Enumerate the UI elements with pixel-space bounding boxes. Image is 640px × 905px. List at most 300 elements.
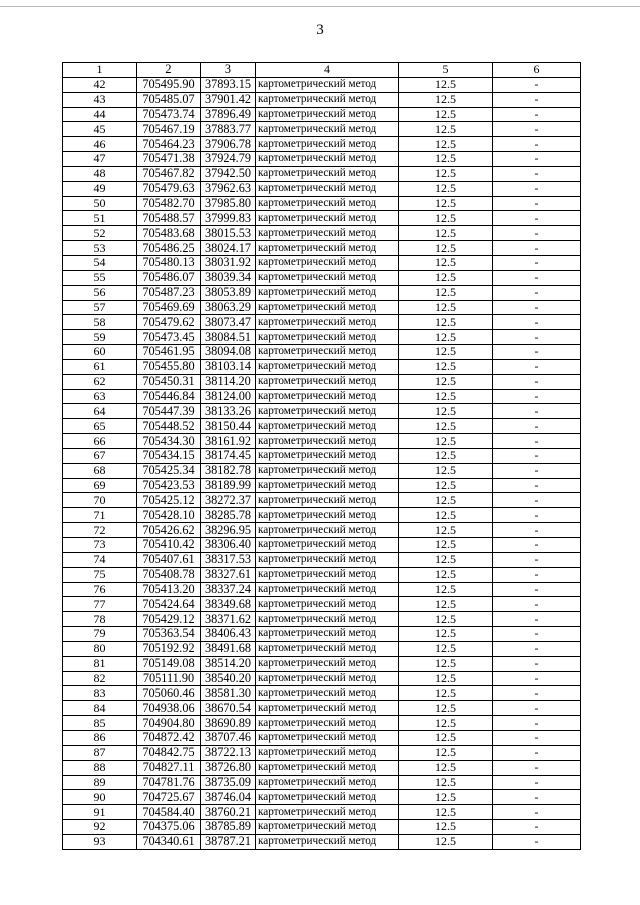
- x-coordinate-cell: 705426.62: [137, 523, 201, 538]
- point-number-cell: 57: [63, 300, 137, 315]
- y-coordinate-cell: 38024.17: [201, 241, 256, 256]
- x-coordinate-cell: 704938.06: [137, 701, 201, 716]
- method-cell: картометрический метод: [256, 508, 399, 523]
- method-cell: картометрический метод: [256, 493, 399, 508]
- x-coordinate-cell: 705483.68: [137, 226, 201, 241]
- x-coordinate-cell: 704781.76: [137, 775, 201, 790]
- table-row: [63, 597, 581, 612]
- accuracy-cell: 12.5: [399, 552, 493, 567]
- table-row: [63, 730, 581, 745]
- x-coordinate-cell: 705425.34: [137, 463, 201, 478]
- method-cell: картометрический метод: [256, 745, 399, 760]
- point-number-cell: 67: [63, 448, 137, 463]
- point-number-cell: 70: [63, 493, 137, 508]
- point-number-cell: 77: [63, 597, 137, 612]
- point-number-cell: 74: [63, 552, 137, 567]
- method-cell: картометрический метод: [256, 434, 399, 449]
- note-cell: -: [493, 285, 581, 300]
- accuracy-cell: 12.5: [399, 790, 493, 805]
- method-cell: картометрический метод: [256, 552, 399, 567]
- accuracy-cell: 12.5: [399, 641, 493, 656]
- x-coordinate-cell: 704904.80: [137, 716, 201, 731]
- table-row: [63, 582, 581, 597]
- table-row: [63, 523, 581, 538]
- point-number-cell: 72: [63, 523, 137, 538]
- note-cell: -: [493, 181, 581, 196]
- method-cell: картометрический метод: [256, 775, 399, 790]
- table-row: [63, 612, 581, 627]
- table-row: [63, 404, 581, 419]
- note-cell: -: [493, 745, 581, 760]
- y-coordinate-cell: 38296.95: [201, 523, 256, 538]
- note-cell: -: [493, 760, 581, 775]
- method-cell: картометрический метод: [256, 834, 399, 849]
- note-cell: -: [493, 552, 581, 567]
- point-number-cell: 54: [63, 255, 137, 270]
- table-row: [63, 419, 581, 434]
- x-coordinate-cell: 704842.75: [137, 745, 201, 760]
- column-header-y: 3: [201, 63, 256, 78]
- table-row: [63, 760, 581, 775]
- point-number-cell: 52: [63, 226, 137, 241]
- method-cell: картометрический метод: [256, 730, 399, 745]
- method-cell: картометрический метод: [256, 463, 399, 478]
- accuracy-cell: 12.5: [399, 805, 493, 820]
- y-coordinate-cell: 38670.54: [201, 701, 256, 716]
- accuracy-cell: 12.5: [399, 686, 493, 701]
- x-coordinate-cell: 705447.39: [137, 404, 201, 419]
- table-row: [63, 686, 581, 701]
- method-cell: картометрический метод: [256, 255, 399, 270]
- accuracy-cell: 12.5: [399, 701, 493, 716]
- accuracy-cell: 12.5: [399, 656, 493, 671]
- table-row: [63, 745, 581, 760]
- point-number-cell: 80: [63, 641, 137, 656]
- method-cell: картометрический метод: [256, 122, 399, 137]
- accuracy-cell: 12.5: [399, 820, 493, 835]
- y-coordinate-cell: 37985.80: [201, 196, 256, 211]
- point-number-cell: 59: [63, 330, 137, 345]
- point-number-cell: 87: [63, 745, 137, 760]
- y-coordinate-cell: 38103.14: [201, 359, 256, 374]
- method-cell: картометрический метод: [256, 345, 399, 360]
- note-cell: -: [493, 834, 581, 849]
- method-cell: картометрический метод: [256, 538, 399, 553]
- point-number-cell: 60: [63, 345, 137, 360]
- method-cell: картометрический метод: [256, 107, 399, 122]
- note-cell: -: [493, 374, 581, 389]
- table-row: [63, 701, 581, 716]
- note-cell: -: [493, 686, 581, 701]
- y-coordinate-cell: 38285.78: [201, 508, 256, 523]
- note-cell: -: [493, 701, 581, 716]
- note-cell: -: [493, 478, 581, 493]
- point-number-cell: 58: [63, 315, 137, 330]
- point-number-cell: 53: [63, 241, 137, 256]
- note-cell: -: [493, 790, 581, 805]
- note-cell: -: [493, 211, 581, 226]
- table-row: [63, 478, 581, 493]
- y-coordinate-cell: 38073.47: [201, 315, 256, 330]
- x-coordinate-cell: 704827.11: [137, 760, 201, 775]
- table-row: [63, 137, 581, 152]
- table-row: [63, 285, 581, 300]
- note-cell: -: [493, 359, 581, 374]
- accuracy-cell: 12.5: [399, 478, 493, 493]
- y-coordinate-cell: 38053.89: [201, 285, 256, 300]
- method-cell: картометрический метод: [256, 701, 399, 716]
- x-coordinate-cell: 705455.80: [137, 359, 201, 374]
- table-row: [63, 211, 581, 226]
- x-coordinate-cell: 705060.46: [137, 686, 201, 701]
- note-cell: -: [493, 523, 581, 538]
- method-cell: картометрический метод: [256, 166, 399, 181]
- note-cell: -: [493, 270, 581, 285]
- point-number-cell: 92: [63, 820, 137, 835]
- y-coordinate-cell: 38690.89: [201, 716, 256, 731]
- accuracy-cell: 12.5: [399, 270, 493, 285]
- y-coordinate-cell: 38174.45: [201, 448, 256, 463]
- point-number-cell: 85: [63, 716, 137, 731]
- x-coordinate-cell: 705487.23: [137, 285, 201, 300]
- table-row: [63, 389, 581, 404]
- note-cell: -: [493, 419, 581, 434]
- accuracy-cell: 12.5: [399, 730, 493, 745]
- y-coordinate-cell: 38133.26: [201, 404, 256, 419]
- x-coordinate-cell: 705149.08: [137, 656, 201, 671]
- column-header-x: 2: [137, 63, 201, 78]
- table-row: [63, 790, 581, 805]
- table-row: [63, 359, 581, 374]
- y-coordinate-cell: 38337.24: [201, 582, 256, 597]
- y-coordinate-cell: 38787.21: [201, 834, 256, 849]
- note-cell: -: [493, 775, 581, 790]
- y-coordinate-cell: 38161.92: [201, 434, 256, 449]
- table-row: [63, 434, 581, 449]
- y-coordinate-cell: 38735.09: [201, 775, 256, 790]
- accuracy-cell: 12.5: [399, 523, 493, 538]
- note-cell: -: [493, 730, 581, 745]
- note-cell: -: [493, 92, 581, 107]
- x-coordinate-cell: 705425.12: [137, 493, 201, 508]
- method-cell: картометрический метод: [256, 760, 399, 775]
- table-row: [63, 805, 581, 820]
- y-coordinate-cell: 38491.68: [201, 641, 256, 656]
- point-number-cell: 50: [63, 196, 137, 211]
- table-row: [63, 315, 581, 330]
- y-coordinate-cell: 38063.29: [201, 300, 256, 315]
- point-number-cell: 82: [63, 671, 137, 686]
- method-cell: картометрический метод: [256, 211, 399, 226]
- x-coordinate-cell: 705479.63: [137, 181, 201, 196]
- table-row: [63, 627, 581, 642]
- accuracy-cell: 12.5: [399, 419, 493, 434]
- table-row: [63, 166, 581, 181]
- method-cell: картометрический метод: [256, 359, 399, 374]
- table-row: [63, 152, 581, 167]
- x-coordinate-cell: 705450.31: [137, 374, 201, 389]
- point-number-cell: 81: [63, 656, 137, 671]
- table-row: [63, 493, 581, 508]
- y-coordinate-cell: 38722.13: [201, 745, 256, 760]
- y-coordinate-cell: 37942.50: [201, 166, 256, 181]
- accuracy-cell: 12.5: [399, 567, 493, 582]
- point-number-cell: 86: [63, 730, 137, 745]
- note-cell: -: [493, 152, 581, 167]
- x-coordinate-cell: 705473.74: [137, 107, 201, 122]
- point-number-cell: 47: [63, 152, 137, 167]
- table-row: [63, 92, 581, 107]
- note-cell: -: [493, 77, 581, 92]
- point-number-cell: 75: [63, 567, 137, 582]
- table-row: [63, 255, 581, 270]
- y-coordinate-cell: 38581.30: [201, 686, 256, 701]
- accuracy-cell: 12.5: [399, 508, 493, 523]
- accuracy-cell: 12.5: [399, 374, 493, 389]
- x-coordinate-cell: 705485.07: [137, 92, 201, 107]
- note-cell: -: [493, 463, 581, 478]
- y-coordinate-cell: 38039.34: [201, 270, 256, 285]
- method-cell: картометрический метод: [256, 419, 399, 434]
- table-row: [63, 374, 581, 389]
- accuracy-cell: 12.5: [399, 404, 493, 419]
- table-row: [63, 181, 581, 196]
- accuracy-cell: 12.5: [399, 241, 493, 256]
- method-cell: картометрический метод: [256, 374, 399, 389]
- method-cell: картометрический метод: [256, 315, 399, 330]
- x-coordinate-cell: 705488.57: [137, 211, 201, 226]
- method-cell: картометрический метод: [256, 627, 399, 642]
- accuracy-cell: 12.5: [399, 107, 493, 122]
- note-cell: -: [493, 597, 581, 612]
- table-row: [63, 552, 581, 567]
- table-row: [63, 122, 581, 137]
- y-coordinate-cell: 38406.43: [201, 627, 256, 642]
- accuracy-cell: 12.5: [399, 834, 493, 849]
- accuracy-cell: 12.5: [399, 597, 493, 612]
- table-row: [63, 775, 581, 790]
- table-body: [63, 77, 581, 849]
- accuracy-cell: 12.5: [399, 538, 493, 553]
- x-coordinate-cell: 705423.53: [137, 478, 201, 493]
- y-coordinate-cell: 37962.63: [201, 181, 256, 196]
- method-cell: картометрический метод: [256, 478, 399, 493]
- y-coordinate-cell: 37906.78: [201, 137, 256, 152]
- x-coordinate-cell: 705408.78: [137, 567, 201, 582]
- table-row: [63, 508, 581, 523]
- accuracy-cell: 12.5: [399, 671, 493, 686]
- x-coordinate-cell: 704584.40: [137, 805, 201, 820]
- accuracy-cell: 12.5: [399, 493, 493, 508]
- note-cell: -: [493, 805, 581, 820]
- method-cell: картометрический метод: [256, 671, 399, 686]
- method-cell: картометрический метод: [256, 641, 399, 656]
- note-cell: -: [493, 137, 581, 152]
- point-number-cell: 62: [63, 374, 137, 389]
- x-coordinate-cell: 705429.12: [137, 612, 201, 627]
- note-cell: -: [493, 107, 581, 122]
- page-number: 3: [316, 22, 324, 38]
- method-cell: картометрический метод: [256, 389, 399, 404]
- accuracy-cell: 12.5: [399, 211, 493, 226]
- note-cell: -: [493, 315, 581, 330]
- x-coordinate-cell: 705407.61: [137, 552, 201, 567]
- note-cell: -: [493, 300, 581, 315]
- x-coordinate-cell: 705434.30: [137, 434, 201, 449]
- note-cell: -: [493, 656, 581, 671]
- method-cell: картометрический метод: [256, 196, 399, 211]
- note-cell: -: [493, 448, 581, 463]
- y-coordinate-cell: 37999.83: [201, 211, 256, 226]
- y-coordinate-cell: 38150.44: [201, 419, 256, 434]
- method-cell: картометрический метод: [256, 181, 399, 196]
- method-cell: картометрический метод: [256, 226, 399, 241]
- table-row: [63, 641, 581, 656]
- point-number-cell: 45: [63, 122, 137, 137]
- x-coordinate-cell: 705486.07: [137, 270, 201, 285]
- table-row: [63, 671, 581, 686]
- method-cell: картометрический метод: [256, 404, 399, 419]
- point-number-cell: 79: [63, 627, 137, 642]
- y-coordinate-cell: 38726.80: [201, 760, 256, 775]
- point-number-cell: 42: [63, 77, 137, 92]
- accuracy-cell: 12.5: [399, 300, 493, 315]
- method-cell: картометрический метод: [256, 137, 399, 152]
- column-header-accuracy: 5: [399, 63, 493, 78]
- x-coordinate-cell: 705495.90: [137, 77, 201, 92]
- method-cell: картометрический метод: [256, 597, 399, 612]
- x-coordinate-cell: 705448.52: [137, 419, 201, 434]
- y-coordinate-cell: 38514.20: [201, 656, 256, 671]
- y-coordinate-cell: 38182.78: [201, 463, 256, 478]
- accuracy-cell: 12.5: [399, 716, 493, 731]
- note-cell: -: [493, 508, 581, 523]
- point-number-cell: 69: [63, 478, 137, 493]
- note-cell: -: [493, 820, 581, 835]
- accuracy-cell: 12.5: [399, 612, 493, 627]
- table-row: [63, 567, 581, 582]
- method-cell: картометрический метод: [256, 241, 399, 256]
- y-coordinate-cell: 38124.00: [201, 389, 256, 404]
- x-coordinate-cell: 705410.42: [137, 538, 201, 553]
- x-coordinate-cell: 705424.64: [137, 597, 201, 612]
- x-coordinate-cell: 705482.70: [137, 196, 201, 211]
- method-cell: картометрический метод: [256, 523, 399, 538]
- method-cell: картометрический метод: [256, 152, 399, 167]
- y-coordinate-cell: 38327.61: [201, 567, 256, 582]
- accuracy-cell: 12.5: [399, 255, 493, 270]
- table-row: [63, 448, 581, 463]
- x-coordinate-cell: 705363.54: [137, 627, 201, 642]
- point-number-cell: 93: [63, 834, 137, 849]
- accuracy-cell: 12.5: [399, 345, 493, 360]
- note-cell: -: [493, 389, 581, 404]
- x-coordinate-cell: 705192.92: [137, 641, 201, 656]
- method-cell: картометрический метод: [256, 92, 399, 107]
- accuracy-cell: 12.5: [399, 389, 493, 404]
- y-coordinate-cell: 38317.53: [201, 552, 256, 567]
- x-coordinate-cell: 705486.25: [137, 241, 201, 256]
- point-number-cell: 90: [63, 790, 137, 805]
- point-number-cell: 44: [63, 107, 137, 122]
- note-cell: -: [493, 166, 581, 181]
- table-row: [63, 300, 581, 315]
- y-coordinate-cell: 38094.08: [201, 345, 256, 360]
- y-coordinate-cell: 38189.99: [201, 478, 256, 493]
- point-number-cell: 61: [63, 359, 137, 374]
- method-cell: картометрический метод: [256, 77, 399, 92]
- table-row: [63, 196, 581, 211]
- note-cell: -: [493, 241, 581, 256]
- point-number-cell: 71: [63, 508, 137, 523]
- method-cell: картометрический метод: [256, 582, 399, 597]
- y-coordinate-cell: 37883.77: [201, 122, 256, 137]
- y-coordinate-cell: 38349.68: [201, 597, 256, 612]
- y-coordinate-cell: 38084.51: [201, 330, 256, 345]
- note-cell: -: [493, 434, 581, 449]
- method-cell: картометрический метод: [256, 820, 399, 835]
- x-coordinate-cell: 704725.67: [137, 790, 201, 805]
- accuracy-cell: 12.5: [399, 463, 493, 478]
- x-coordinate-cell: 705464.23: [137, 137, 201, 152]
- table-row: [63, 834, 581, 849]
- y-coordinate-cell: 37924.79: [201, 152, 256, 167]
- point-number-cell: 76: [63, 582, 137, 597]
- point-number-cell: 73: [63, 538, 137, 553]
- table-header-row: [63, 63, 581, 78]
- method-cell: картометрический метод: [256, 448, 399, 463]
- accuracy-cell: 12.5: [399, 627, 493, 642]
- x-coordinate-cell: 705471.38: [137, 152, 201, 167]
- coordinates-table: [62, 62, 581, 850]
- y-coordinate-cell: 38746.04: [201, 790, 256, 805]
- accuracy-cell: 12.5: [399, 775, 493, 790]
- x-coordinate-cell: 704340.61: [137, 834, 201, 849]
- column-header-point-number: 1: [63, 63, 137, 78]
- accuracy-cell: 12.5: [399, 285, 493, 300]
- column-header-note: 6: [493, 63, 581, 78]
- accuracy-cell: 12.5: [399, 745, 493, 760]
- method-cell: картометрический метод: [256, 300, 399, 315]
- note-cell: -: [493, 345, 581, 360]
- point-number-cell: 83: [63, 686, 137, 701]
- method-cell: картометрический метод: [256, 656, 399, 671]
- accuracy-cell: 12.5: [399, 760, 493, 775]
- method-cell: картометрический метод: [256, 270, 399, 285]
- y-coordinate-cell: 37901.42: [201, 92, 256, 107]
- table-row: [63, 820, 581, 835]
- method-cell: картометрический метод: [256, 285, 399, 300]
- note-cell: -: [493, 330, 581, 345]
- note-cell: -: [493, 196, 581, 211]
- note-cell: -: [493, 493, 581, 508]
- note-cell: -: [493, 567, 581, 582]
- x-coordinate-cell: 705473.45: [137, 330, 201, 345]
- page-edge-line: [0, 6, 640, 7]
- note-cell: -: [493, 716, 581, 731]
- x-coordinate-cell: 705479.62: [137, 315, 201, 330]
- accuracy-cell: 12.5: [399, 152, 493, 167]
- method-cell: картометрический метод: [256, 567, 399, 582]
- point-number-cell: 46: [63, 137, 137, 152]
- x-coordinate-cell: 705446.84: [137, 389, 201, 404]
- point-number-cell: 48: [63, 166, 137, 181]
- accuracy-cell: 12.5: [399, 122, 493, 137]
- method-cell: картометрический метод: [256, 716, 399, 731]
- point-number-cell: 78: [63, 612, 137, 627]
- x-coordinate-cell: 704872.42: [137, 730, 201, 745]
- x-coordinate-cell: 705111.90: [137, 671, 201, 686]
